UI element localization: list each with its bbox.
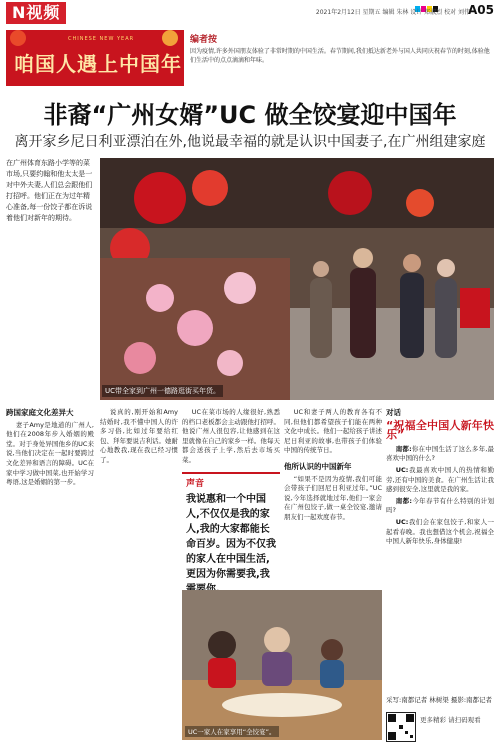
section-title-new-year: 他所认识的中国新年	[284, 461, 352, 471]
page-number: A05	[468, 3, 494, 17]
qa-text: 我最喜欢中国人的热情和勤劳,还有中国的美食。在广州生活让我感到很安全,这里就是我的家。	[386, 465, 494, 494]
pull-quote-text: 我说惠和一个中国人,不仅仅是我的家人,我的大家都能长命百岁。因为不仅我的家人在中国生活,更因为你需要我,我	[186, 494, 276, 581]
dateline: 2021年2月12日 星期五 编辑 朱林 设计 郑淑烈 校对 刘伟	[315, 9, 470, 16]
qa-text: 我们会在家包饺子,和家人一起看春晚。我也想借这个机会,祝福全中国人新年快乐,身体健康!	[386, 517, 494, 546]
family-photo-caption: UC一家人在家享用“全饺宴”。	[185, 726, 279, 737]
qa-speaker: UC:	[395, 465, 409, 474]
article-column-2	[100, 408, 178, 466]
lantern-icon	[10, 30, 26, 46]
pull-quote-label: 声音	[186, 478, 205, 489]
dialogue-label: 对话	[386, 408, 401, 417]
article-column-5	[386, 408, 494, 549]
banner-english: CHINESE NEW YEAR	[68, 36, 135, 42]
qa-speaker: 南都:	[395, 496, 413, 505]
qa-text: 你在中国生活了这么多年,最喜欢中国的什么?	[386, 444, 494, 463]
qa-text: 今年春节有什么特别的计划吗?	[386, 496, 494, 515]
qa-item	[386, 497, 494, 516]
qa-speaker: UC:	[395, 517, 409, 526]
qa-item	[386, 466, 494, 495]
qa-item	[386, 445, 494, 464]
qr-code-icon[interactable]	[386, 712, 416, 742]
editor-note-label: 编者按	[190, 35, 218, 45]
editor-note	[190, 32, 494, 65]
lantern-icon	[162, 30, 178, 46]
qa-item	[386, 518, 494, 547]
article-paragraph: UC在菜市场的人缘很好,熟悉的档口老板都会主动跟他打招呼。他说广州人很包容,让他感到在这里就像在自己的家乡一样。他每天都会送孩子上学,然后去市场买菜。	[182, 408, 280, 464]
article-paragraph: 说真的,刚开始和Amy结婚时,我不懂中国人的许多习俗,比如过年要给红包、拜年要说吉利话。她耐心地教我,现在我已经习惯了。	[100, 408, 178, 464]
article-paragraph: UC和妻子两人的教育各有不同,但他们都希望孩子们能在两种文化中成长。他们一起给孩子讲述尼日利亚的故事,也带孩子们体验中国的传统节日。	[284, 408, 382, 455]
article-column-1	[6, 408, 94, 488]
main-photo	[100, 158, 494, 400]
market-street-photo	[100, 158, 494, 400]
family-dinner-photo	[182, 590, 382, 740]
headline: 非裔“广州女婿”UC 做全饺宴迎中国年	[43, 101, 457, 129]
qr-hint: 更多精彩 请扫码观看	[420, 716, 481, 724]
subheadline: 离开家乡尼日利亚漂泊在外,他说最幸福的就是认识中国妻子,在广州组建家庭	[14, 134, 486, 150]
article-paragraph: “如果不是因为疫情,我们可能会带孩子们回尼日利亚过年。”UC说,今年选择就地过年,他们一家会在广州包饺子,做一桌全饺宴,邀请朋友们一起欢度春节。	[284, 474, 382, 521]
dialogue-title: “祝福全中国人新年快乐”	[386, 418, 494, 442]
brand-logo: N视频	[6, 2, 66, 24]
qa-speaker: 南都:	[395, 444, 412, 453]
column-banner	[6, 30, 494, 86]
lead-paragraph: 在广州体育东路小学等的菜市场,只要约翰和他太太是一对中外夫妻,人们总会跟他们打招呼。他们正在为过年精心准备,每一份饺子都在诉说着他们对新年的期待。	[6, 159, 93, 222]
article-paragraph: 妻子Amy是地道的广州人,他们在2008年步入婚姻的殿堂。对于身处异国他乡的UC来说,当他们决定在一起时要跨过文化差异和语言的障碍。UC在家中学习做中国菜,也开始学习粤语,这是婚姻的第一步。	[6, 420, 94, 487]
photo-caption: UC带全家到广州一德路逛街买年货。	[102, 385, 223, 397]
editor-note-text: 因为疫情,许多外国朋友体验了非常时期的中国生活。春节期间,我们抵达新老外与国人共同庆祝春节的时刻,体验他们生活中的点点滴滴和年味。	[190, 48, 490, 64]
qr-pattern	[387, 713, 415, 741]
banner-title: 咱国人遇上中国年	[14, 52, 182, 76]
masthead	[0, 0, 500, 26]
article-column-4	[284, 408, 382, 523]
banner-artwork	[6, 30, 184, 86]
byline: 采写:南都记者 林树渠 摄影:南都记者	[386, 696, 493, 704]
section-title-culture: 跨国家庭文化差异大	[6, 408, 74, 417]
family-photo	[182, 590, 382, 740]
